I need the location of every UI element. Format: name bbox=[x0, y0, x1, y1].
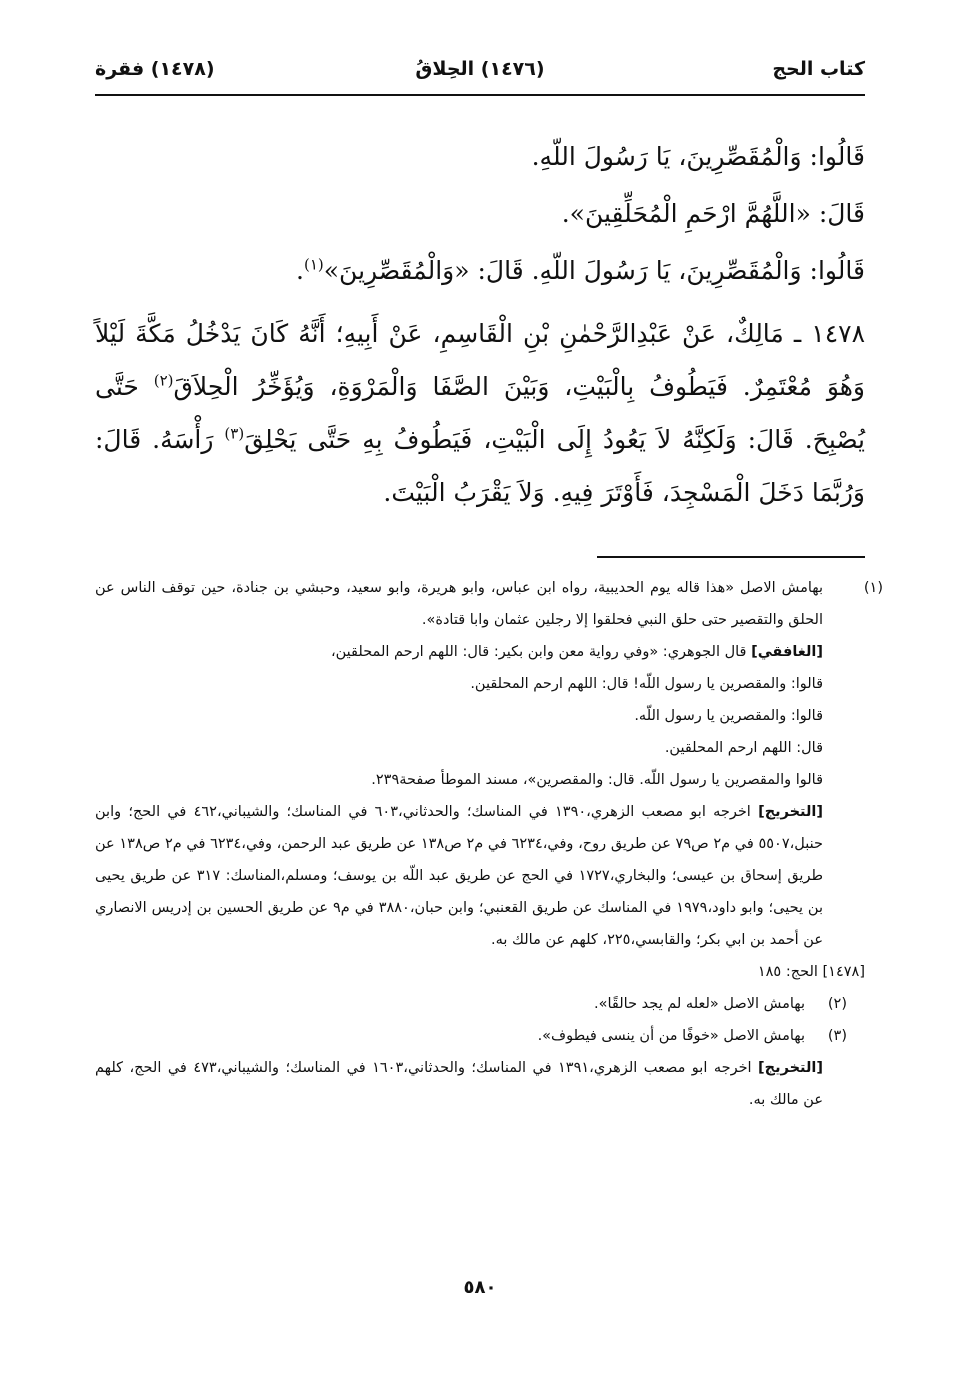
text-run: رَأْسَهُ. قَالَ: وَرُبَّمَا دَخَلَ الْمَسْجِدَ، فَأَوْتَرَ فِيهِ. وَلاَ يَقْرَبُ الْبَيْتَ. bbox=[95, 425, 865, 507]
footnote-text: بهامش الاصل «خوفًا من أن ينسى فيطوف». bbox=[537, 1028, 805, 1044]
note-line: قالوا والمقصرين يا رسول اللّه. قال: والمقصرين»، مسند الموطأ صفحة٢٣٩. bbox=[371, 772, 823, 788]
footnote-number: (٣) bbox=[827, 1028, 847, 1044]
hajj-reference: [١٤٧٨] الحج: ١٨٥ bbox=[757, 964, 865, 980]
footnote-divider bbox=[597, 556, 865, 558]
ghafiqi-note bbox=[95, 636, 865, 668]
text-run: ١٤٧٨ ـ مَالِكٌ، عَنْ عَبْدِالرَّحْمٰنِ بْنِ الْقَاسِمِ، عَنْ أَبِيهِ؛ أَنَّهُ كَانَ يَدْخُلُ مَكَّةَ لَيْلاً وَهُوَ مُعْتَمِرٌ. فَيَطُوفُ بِالْبَيْتِ، وَبَيْنَ الصَّفَا وَالْمَرْوَةِ، وَيُؤَخِّرُ الْحِلاَقَ bbox=[95, 319, 865, 401]
footnote-3 bbox=[95, 1020, 865, 1052]
footnote-ref[interactable]: (٢) bbox=[153, 371, 174, 390]
footnotes bbox=[95, 572, 883, 1116]
note-line: قال: اللهم ارحم المحلقين. bbox=[664, 740, 823, 756]
text-run: قَالُوا: وَالْمُقَصِّرِينَ، يَا رَسُولَ اللّهِ. قَالَ: «وَالْمُقَصِّرِينَ» bbox=[323, 256, 865, 285]
text-run: حَتَّى يُصْبِحَ. قَالَ: وَلَكِنَّهُ لاَ يَعُودُ إِلَى الْبَيْتِ، فَيَطُوفُ بِهِ حَتَّى يَحْلِقَ bbox=[95, 372, 866, 454]
note-label: [التخريج] bbox=[758, 804, 824, 820]
text-run: . bbox=[296, 256, 304, 285]
note-text: قال الجوهري: «وفي رواية معن وابن بكير: قال: اللهم ارحم المحلقين، bbox=[330, 644, 752, 660]
footnote-text: بهامش الاصل «هذا قاله يوم الحديبية، رواه ابن عباس، وابو هريرة، وابو سعيد، وحبشي بن جنادة، حين توقف الناس عن الحلق والتقصير حتى حلق النبي فحلقوا إلا رجلين عثمان وابا قتادة». bbox=[95, 580, 823, 628]
text-line: قَالَ: «اللَّهُمَّ ارْحَمِ الْمُحَلِّقِينَ». bbox=[561, 199, 865, 228]
note-line: قالوا: والمقصرين يا رسول اللّه. bbox=[634, 708, 823, 724]
footnote-2 bbox=[95, 988, 865, 1020]
footnote-text: بهامش الاصل «لعله لم يجد حالقًا». bbox=[594, 996, 805, 1012]
footnote-ref[interactable]: (١) bbox=[303, 255, 324, 274]
footnote-number: (١) bbox=[863, 580, 883, 596]
note-text: اخرجه ابو مصعب الزهري،١٣٩١ في المناسك؛ والحدثاني،١٦٠٣ في المناسك؛ والشيباني،٤٧٣ في الحج، كلهم عن مالك به. bbox=[95, 1060, 823, 1108]
note-label: [التخريج] bbox=[758, 1060, 823, 1076]
paragraph-number: (١٤٧٨) فقرة bbox=[95, 58, 215, 80]
book-title: كتاب الحج bbox=[772, 58, 865, 80]
hadith-paragraph bbox=[95, 307, 865, 519]
text-line: قَالُوا: وَالْمُقَصِّرِينَ، يَا رَسُولَ اللّهِ. bbox=[531, 142, 865, 171]
chapter-title: (١٤٧٦) الحِلاقُ bbox=[415, 58, 545, 80]
note-text: اخرجه ابو مصعب الزهري،١٣٩٠ في المناسك؛ والحدثاني،٦٠٣ في المناسك؛ والشيباني،٤٦٢ في الحج؛ وابن حنبل،٥٥٠٧ في م٢ ص٧٩ عن طريق روح، وفي،٦٢٣٤ في م٢ ص١٣٨ عن طريق عبد الرحمن، وفي،٦٢٣٤ في م٢ ص١٣٨ عن طريق إسحاق بن عيسى؛ والبخاري،١٧٢٧ في الحج عن طريق عبد اللّه بن يوسف؛ ومسلم،المناسك: ٣١٧ عن طريق يحيى بن يحيى؛ وابو داود،١٩٧٩ في المناسك عن طريق القعنبي؛ وابن حبان،٣٨٨٠ في م٩ عن طريق الحسين بن إدريس الانصاري عن أحمد بن ابي بكر؛ والقابسي،٢٢٥، كلهم عن مالك به. bbox=[95, 804, 824, 948]
footnote-number: (٢) bbox=[827, 996, 847, 1012]
page-header bbox=[95, 52, 865, 96]
footnote-1 bbox=[95, 572, 883, 636]
note-label: [الغافقي] bbox=[751, 644, 823, 660]
takhrij-note bbox=[95, 1052, 865, 1116]
page-number: ٥٨٠ bbox=[463, 1277, 497, 1298]
main-text bbox=[95, 128, 865, 519]
takhrij-note bbox=[95, 796, 865, 956]
text-line bbox=[95, 242, 865, 299]
footnote-ref[interactable]: (٣) bbox=[224, 424, 245, 443]
note-line: قالوا: والمقصرين يا رسول اللّه! قال: اللهم ارحم المحلقين. bbox=[470, 676, 823, 692]
